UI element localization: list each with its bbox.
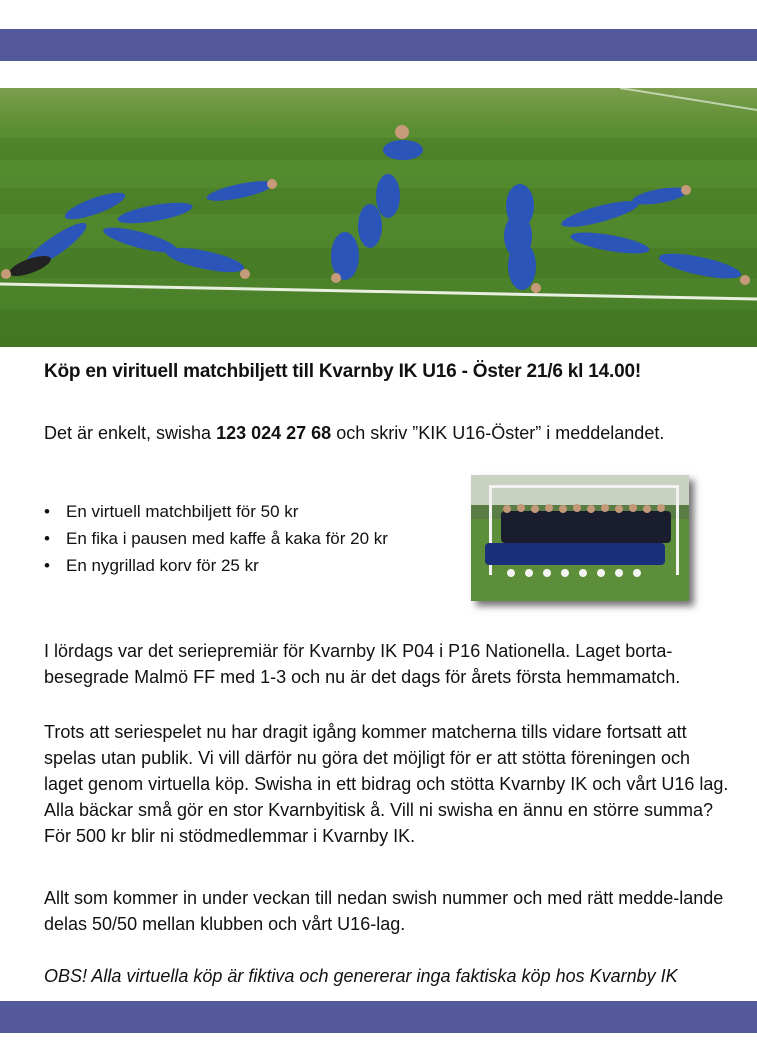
bottom-color-band [0,1001,757,1033]
team-photo [471,475,689,601]
paragraph-season-premiere: I lördags var det seriepremiär för Kvarnby IK P04 i P16 Nationella. Laget borta-besegrade Malmö FF med 1-3 och nu är det dags för årets första hemmamatch. [44,641,681,687]
hero-photo-players-forming-kik [0,88,757,347]
offer-list [44,498,388,579]
swish-number: 123 024 27 68 [216,423,332,443]
swish-text-before: Det är enkelt, swisha [44,423,217,443]
disclaimer: OBS! Alla virtuella köp är fiktiva och genererar inga faktiska köp hos Kvarnby IK [44,966,678,986]
swish-instruction [44,420,664,446]
list-item: • En virtuell matchbiljett för 50 kr [44,498,388,525]
list-item: • En nygrillad korv för 25 kr [44,552,388,579]
swish-text-after: och skriv ”KIK U16-Öster” i meddelandet. [331,423,665,443]
top-color-band [0,29,757,61]
headline: Köp en virituell matchbiljett till Kvarnby IK U16 - Öster 21/6 kl 14.00! [44,361,641,382]
paragraph-split: Allt som kommer in under veckan till nedan swish nummer och med rätt medde-lande delas 50/50 mellan klubben och vårt U16-lag. [44,888,724,934]
list-item: • En fika i pausen med kaffe å kaka för 20 kr [44,525,388,552]
paragraph-virtual-purchases: Trots att seriespelet nu har dragit igång kommer matcherna tills vidare fortsatt att spelas utan publik. Vi vill därför nu göra det möjligt för er att stötta föreningen och laget genom virtuella köp. Swisha in ett bidrag och stötta Kvarnby IK och vårt U16 lag. Alla bäckar små gör en stor Kvarnbyitisk å. Vill ni swisha en ännu en större summa? För 500 kr blir ni stödmedlemmar i Kvarnby IK. [44,722,729,846]
